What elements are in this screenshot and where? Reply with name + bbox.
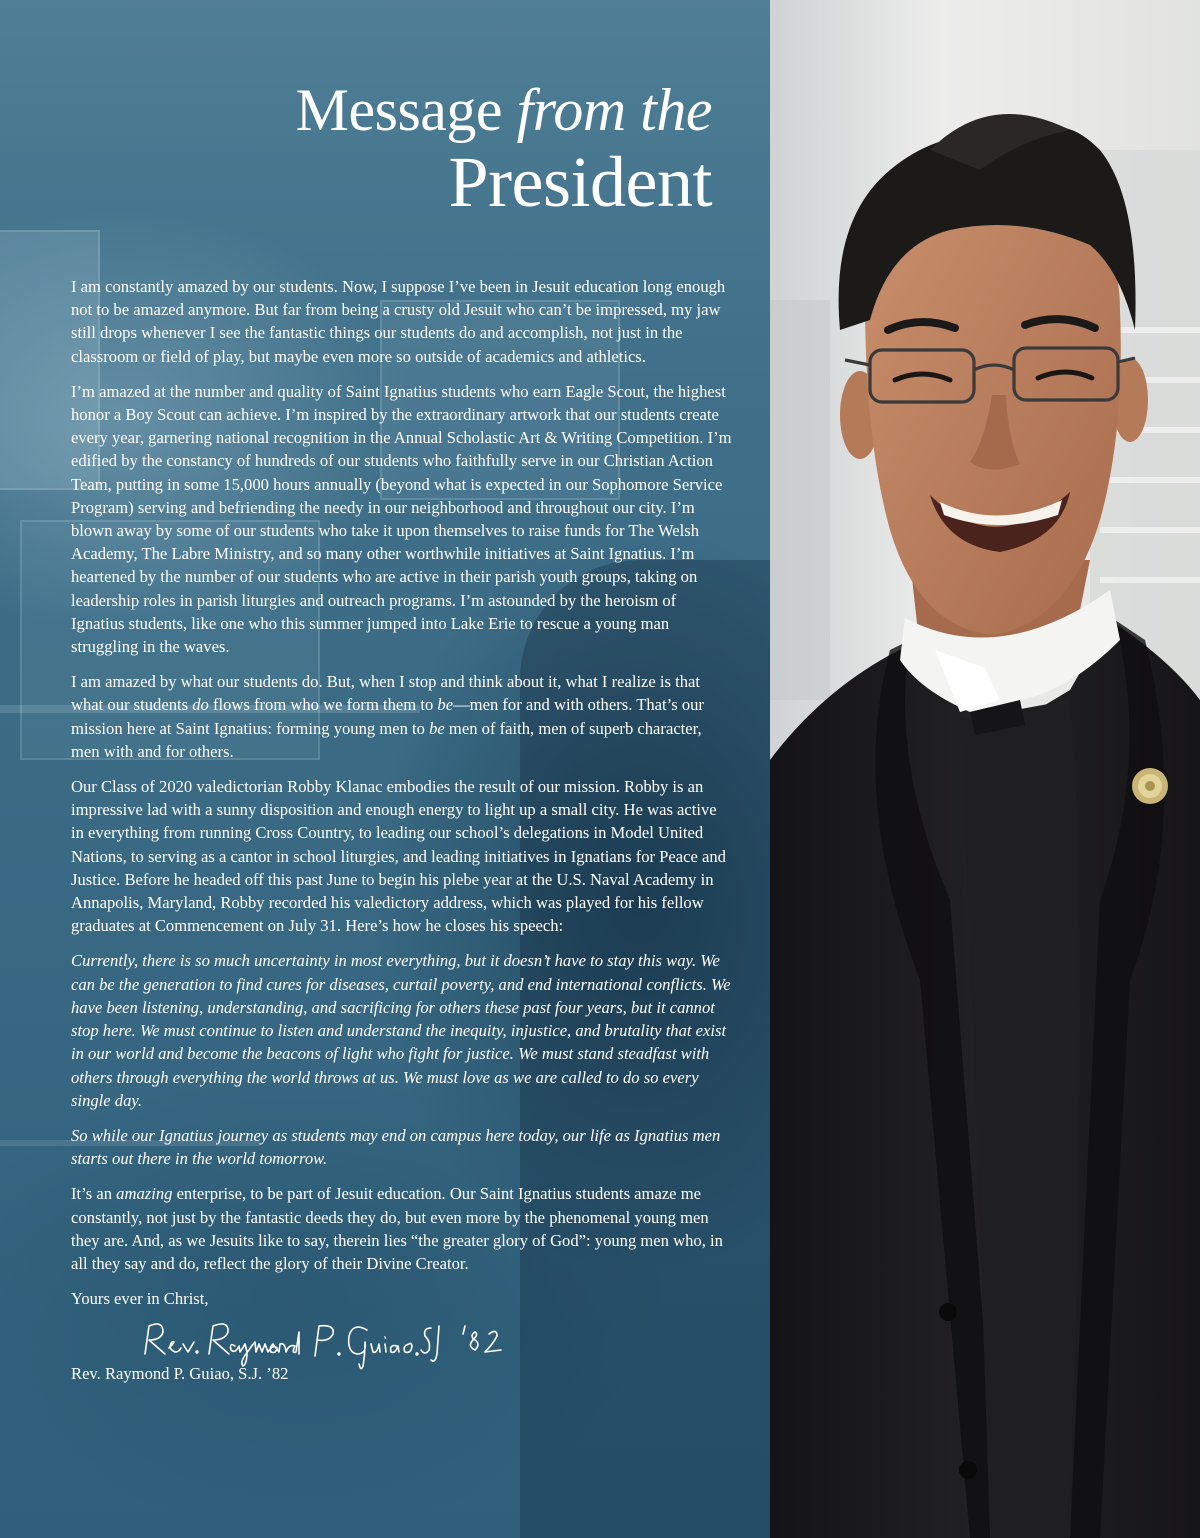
signer-name: Rev. Raymond P. Guiao, S.J. ’82 [71, 1364, 289, 1384]
p5-text-a: It’s an [71, 1184, 117, 1204]
paragraph-1: I am constantly amazed by our students. Now, I suppose I’ve been in Jesuit education long enough not to be amazed anymore. But far from being a crusty old Jesuit who can’t be impressed, my jaw still drops whenever I see the fantastic things our students do and accomplish, not just in the classroom or field of play, but maybe even more so outside of academics and athletics. [71, 277, 726, 366]
jacket-button [939, 1303, 957, 1321]
jacket-button-lower [959, 1461, 977, 1479]
heading-message: Message [295, 77, 503, 143]
letter-body [71, 275, 733, 1384]
heading-from-the: from the [516, 77, 712, 143]
page-heading [296, 76, 712, 220]
quote-1: Currently, there is so much uncertainty in most everything, but it doesn’t have to stay this way. We can be the generation to find cures for diseases, curtail poverty, and end international conflicts. We have been listening, understanding, and sacrificing for others these past four years, but it cannot stop here. We must continue to listen and understand the inequity, injustice, and brutality that exist in our world and become the beacons of light who fight for justice. We must stand steadfast with others through everything the world throws at us. We must love as we are called to do so every single day. [71, 951, 731, 1110]
closing-line: Yours ever in Christ, [71, 1289, 209, 1309]
p3-text-e: —men for and with others. That’s our mission here at Saint Ignatius: forming young men to [71, 695, 704, 738]
p3-emphasis-be: be [437, 695, 454, 715]
quote-2: So while our Ignatius journey as students may end on campus here today, our life as Ignatius men starts out there in the world tomorrow. [71, 1125, 721, 1169]
president-portrait [770, 0, 1200, 1538]
paragraph-3 [71, 670, 733, 763]
p3-text-g: men of faith, men of superb character, men with and for others. [71, 718, 702, 761]
p3-text-c: flows from who we form them to [208, 695, 438, 715]
paragraph-5 [71, 1182, 733, 1275]
heading-president: President [448, 142, 712, 222]
handwritten-signature [139, 1314, 579, 1370]
background-doorway [770, 300, 830, 700]
portrait-illustration [770, 0, 1200, 1538]
p5-text-c: enterprise, to be part of Jesuit education. Our Saint Ignatius students amaze me constantly, not just by the fantastic deeds they do, but even more by the phenomenal young men they are. And, as we Jesuits like to say, therein lies “the greater glory of God”: young men who, in all they say and do, reflect the glory of their Divine Creator. [71, 1184, 723, 1273]
paragraph-4: Our Class of 2020 valedictorian Robby Klanac embodies the result of our mission. Robby is an impressive lad with a sunny disposition and enough energy to light up a small city. He was active in everything from running Cross Country, to leading our school’s delegations in Model United Nations, to serving as a cantor in school liturgies, and leading initiatives in Ignatians for Peace and Justice. Before he headed off this past June to begin his plebe year at the U.S. Naval Academy in Annapolis, Maryland, Robby recorded his valedictory address, which was played for his fellow graduates at Commencement on July 31. Here’s how he closes his speech: [71, 777, 726, 936]
pin-icon [1132, 768, 1168, 804]
paragraph-2: I’m amazed at the number and quality of Saint Ignatius students who earn Eagle Scout, the highest honor a Boy Scout can achieve. I’m inspired by the extraordinary artwork that our students create every year, garnering national recognition in the Annual Scholastic Art & Writing Competition. I’m edified by the constancy of hundreds of our students who faithfully serve in our Christian Action Team, putting in some 15,000 hours annually (beyond what is expected in our Sophomore Service Program) serving and befriending the needy in our neighborhood and throughout our city. I’m blown away by some of our students who take it upon themselves to raise funds for The Welsh Academy, The Labre Ministry, and so many other worthwhile initiatives at Saint Ignatius. I’m heartened by the number of our students who are active in their parish youth groups, taking on leadership roles in parish liturgies and outreach programs. I’m astounded by the heroism of Ignatius students, like one who this summer jumped into Lake Erie to rescue a young man struggling in the waves. [71, 381, 732, 657]
p3-text-a: I am amazed by what our students do. But, when I stop and think about it, what I realize is that what our students [71, 672, 701, 715]
p3-emphasis-do: do [192, 695, 209, 715]
heading-line-1 [296, 76, 712, 144]
p3-emphasis-be-2: be [429, 718, 445, 738]
p5-emphasis-amazing: amazing [116, 1184, 173, 1204]
